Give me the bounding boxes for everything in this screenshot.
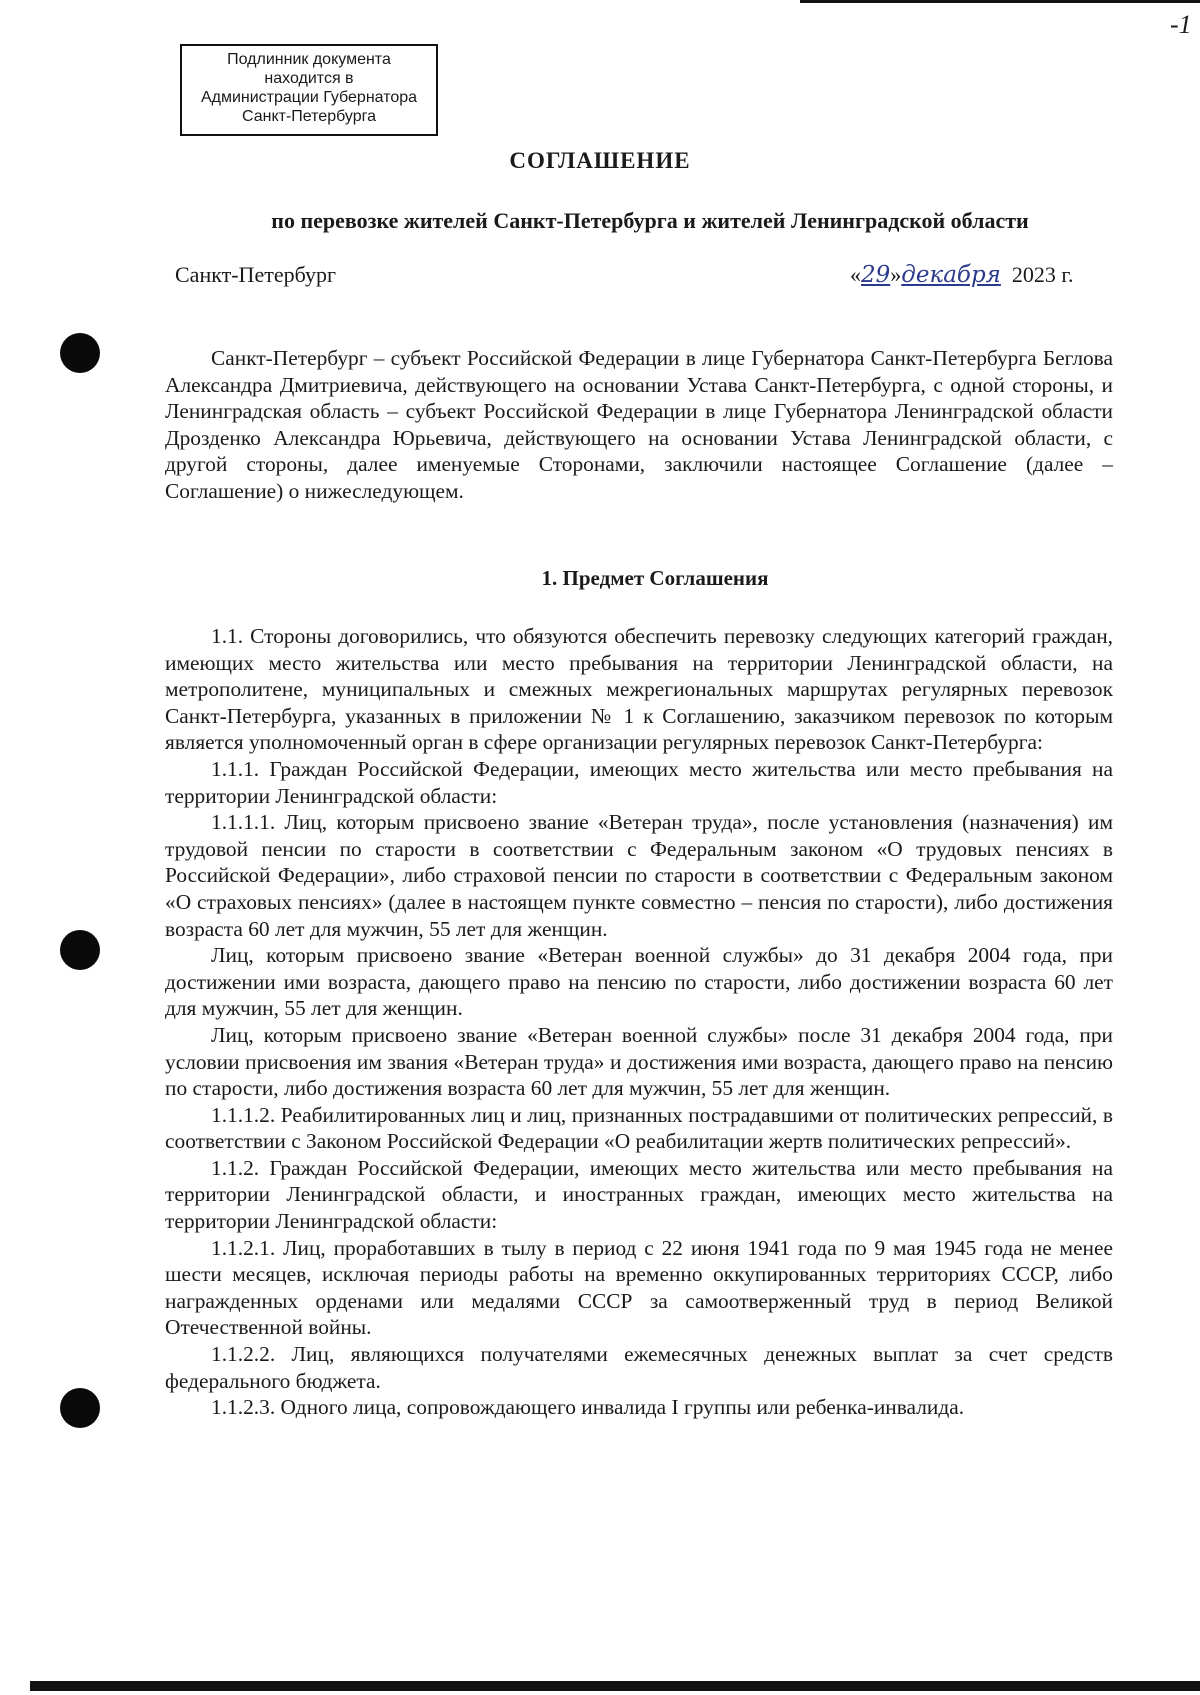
- document-title: СОГЛАШЕНИЕ: [509, 148, 691, 173]
- scan-edge-bottom: [30, 1681, 1200, 1691]
- stamp-line: Администрации Губернатора: [200, 89, 418, 106]
- punch-hole-icon: [60, 333, 100, 373]
- paragraph: 1.1. Стороны договорились, что обязуются обеспечить перевозку следующих категорий граждан, имеющих место жительства или место пребывания на территории Ленинградской области, на метрополитене, муниципальных и смежных межрегиональных маршрутах регулярных перевозок Санкт-Петербурга, указанных в приложении № 1 к Соглашению, заказчиком перевозок по которым является уполномоченный орган в сфере организации регулярных перевозок Санкт-Петербурга:: [165, 624, 1113, 755]
- paragraph: 1.1.2. Граждан Российской Федерации, имеющих место жительства или место пребывания на территории Ленинградской области, и иностранных граждан, имеющих место жительства на территории Ленинградской области:: [165, 1155, 1113, 1234]
- paragraph: 1.1.1.2. Реабилитированных лиц и лиц, признанных пострадавшими от политических репрессий, в соответствии с Законом Российской Федерации «О реабилитации жертв политических репрессий».: [165, 1102, 1113, 1154]
- paragraph: 1.1.2.2. Лиц, являющихся получателями ежемесячных денежных выплат за счет средств федерального бюджета.: [165, 1342, 1113, 1393]
- date-close-quote: »: [890, 262, 902, 287]
- stamp-line: Подлинник документа: [227, 51, 391, 68]
- date-open-quote: «: [850, 262, 861, 287]
- punch-hole-icon: [60, 930, 100, 970]
- date-day: 29: [861, 262, 891, 288]
- scan-edge-top: [800, 0, 1200, 3]
- stamp-line: Санкт-Петербурга: [241, 108, 377, 125]
- signing-city: Санкт-Петербург: [175, 262, 336, 287]
- stamp-line: находится в: [264, 70, 354, 87]
- paragraph: 1.1.2.1. Лиц, проработавших в тылу в период с 22 июня 1941 года по 9 мая 1945 года не менее шести месяцев, исключая периоды работы на временно оккупированных территориях СССР, либо награжденных орденами или медалями СССР за самоотверженный труд в период Великой Отечественной войны.: [165, 1235, 1113, 1340]
- date-month: декабря: [901, 262, 1001, 288]
- document-subtitle: по перевозке жителей Санкт-Петербурга и жителей Ленинградской области: [271, 208, 1029, 233]
- paragraph: Лиц, которым присвоено звание «Ветеран военной службы» до 31 декабря 2004 года, при достижении ими возраста, дающего право на пенсию по старости, либо достижении возраста 60 лет для мужчин, 55 лет для женщин.: [165, 943, 1113, 1021]
- paragraph: Лиц, которым присвоено звание «Ветеран военной службы» после 31 декабря 2004 года, при условии присвоения им звания «Ветеран труда» и достижения ими возраста, дающего право на пенсию по старости, либо достижения возраста 60 лет для мужчин, 55 лет для женщин.: [165, 1022, 1113, 1101]
- section-heading: 1. Предмет Соглашения: [541, 566, 769, 590]
- paragraph: 1.1.1. Граждан Российской Федерации, имеющих место жительства или место пребывания на территории Ленинградской области:: [165, 756, 1113, 808]
- punch-hole-icon: [60, 1388, 100, 1428]
- paragraph: 1.1.1.1. Лиц, которым присвоено звание «Ветеран труда», после установления (назначения) им трудовой пенсии по старости в соответствии с Федеральным законом «О трудовых пенсиях в Российской Федерации», либо страховой пенсии по старости в соответствии с Федеральным законом «О страховых пенсиях» (далее в настоящем пункте совместно – пенсия по старости), либо достижения возраста 60 лет для мужчин, 55 лет для женщин.: [165, 810, 1113, 941]
- page-mark: -1: [1170, 10, 1192, 39]
- preamble: Санкт-Петербург – субъект Российской Федерации в лице Губернатора Санкт-Петербурга Беглова Александра Дмитриевича, действующего на основании Устава Санкт-Петербурга, с одной стороны, и Ленинградская область – субъект Российской Федерации в лице Губернатора Ленинградской области Дрозденко Александра Юрьевича, действующего на основании Устава Ленинградской области, с другой стороны, далее именуемые Сторонами, заключили настоящее Соглашение (далее – Соглашение) о нижеследующем.: [165, 346, 1113, 503]
- section-body: [165, 623, 1113, 1421]
- archive-stamp: [180, 44, 438, 136]
- signing-date: [850, 262, 1073, 288]
- paragraph: 1.1.2.3. Одного лица, сопровождающего инвалида I группы или ребенка-инвалида.: [211, 1395, 965, 1420]
- date-year: 2023 г.: [1011, 262, 1074, 287]
- preamble-block: [165, 345, 1113, 505]
